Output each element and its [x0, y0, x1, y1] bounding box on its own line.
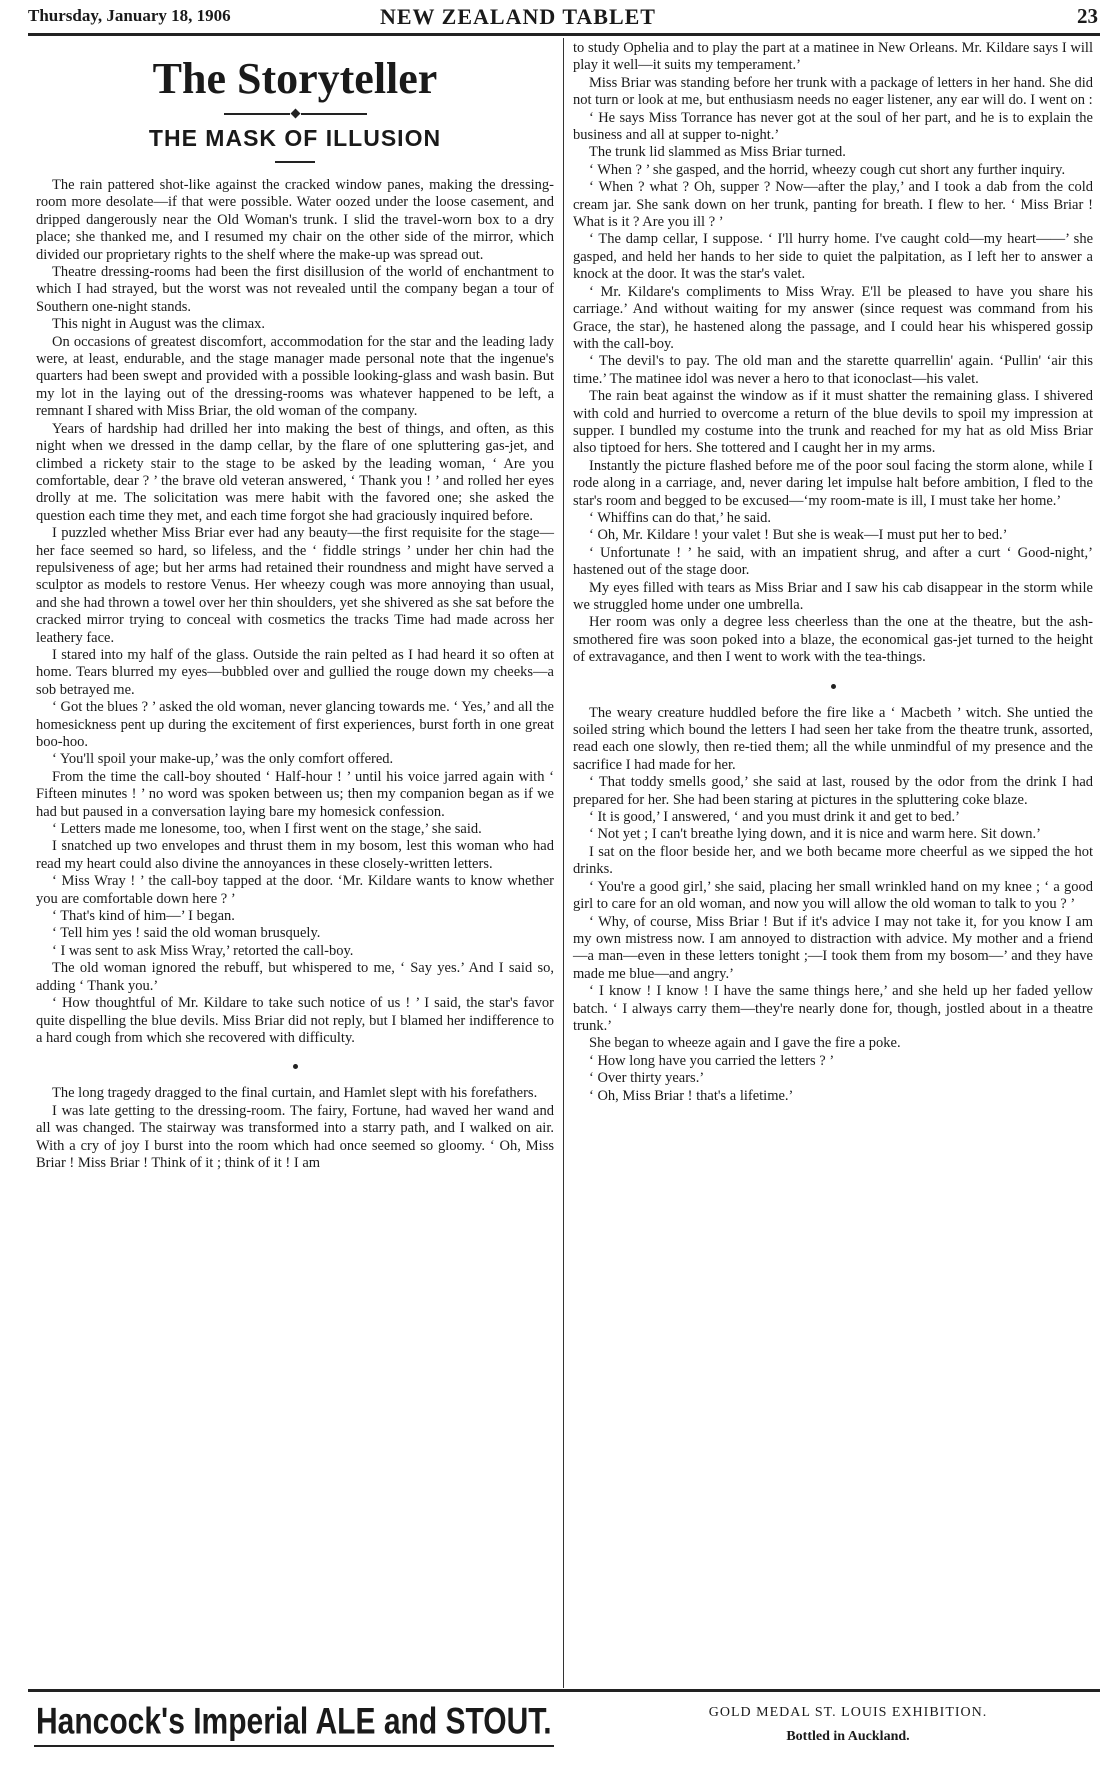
paragraph: ‘ When ? what ? Oh, supper ? Now—after the play,’ and I took a dab from the cold cream jar. She sank down on her trunk, panting for breath. I flew to her. ‘ Miss Briar ! What is it ? Are you ill ? ’: [573, 179, 1093, 231]
paragraph: ‘ Miss Wray ! ’ the call-boy tapped at the door. ‘Mr. Kildare wants to know whether you are comfortable down here ? ’: [36, 873, 554, 907]
paragraph: ‘ Why, of course, Miss Briar ! But if it's advice I may not take it, for you know I am my own mistress now. I am annoyed to distraction with advice. My mother and a friend—a man—even in these letters tonight ;—I took them from my bosom—’ and they have made me blue—and angry.’: [573, 913, 1093, 982]
paragraph: This night in August was the climax.: [52, 316, 266, 333]
paragraph: ‘ Unfortunate ! ’ he said, with an impatient shrug, and after a curt ‘ Good-night,’ hastened out of the stage door.: [573, 544, 1093, 579]
paragraph: ‘ Oh, Miss Briar ! that's a lifetime.’: [589, 1087, 794, 1104]
paragraph: ‘ Oh, Mr. Kildare ! your valet ! But she is weak—I must put her to bed.’: [589, 527, 1008, 544]
paragraph: ‘ How long have you carried the letters ? ’: [589, 1052, 835, 1069]
paragraph: ‘ That toddy smells good,’ she said at last, roused by the odor from the drink I had prepared for her. She had been staring at pictures in the spluttering coke blaze.: [573, 774, 1093, 808]
newspaper-page: [28, 6, 1100, 1758]
paragraph: My eyes filled with tears as Miss Briar and I saw his cab disappear in the storm while we struggled home under one umbrella.: [573, 579, 1093, 613]
exhibition-notice: [668, 1705, 1028, 1745]
section-title: The Storyteller: [152, 54, 438, 103]
paragraph: ‘ Not yet ; I can't breathe lying down, and it is nice and warm here. Sit down.’: [589, 826, 1041, 843]
paragraph: ‘ The devil's to pay. The old man and the starette quarrellin' again. ‘Pullin' ‘air this time.’ The matinee idol was never a hero to that iconoclast—his valet.: [573, 353, 1093, 387]
paragraph: ‘ You're a good girl,’ she said, placing her small wrinkled hand on my knee ; ‘ a good girl to care for an old woman, and now you will allow the old woman to talk to you ? ’: [573, 878, 1093, 913]
paragraph: ‘ Got the blues ? ’ asked the old woman, never glancing towards me. ‘ Yes,’ and all the homesickness pent up during the excitement of first experiences, burst forth in one great boo-hoo.: [36, 699, 554, 750]
title-ornament: [36, 110, 554, 117]
page-number: 23: [1077, 4, 1098, 28]
right-column: [573, 40, 1093, 1105]
paragraph: The old woman ignored the rebuff, but whispered to me, ‘ Say yes.’ And I said so, adding ‘ Thank you.’: [36, 960, 554, 994]
paragraph: ‘ He says Miss Torrance has never got at the soul of her part, and he is to explain the business and all at supper to-night.’: [573, 109, 1093, 144]
paragraph: From the time the call-boy shouted ‘ Half-hour ! ’ until his voice jarred again with ‘ Fifteen minutes ! ’ no word was spoken between us; then my companion began as if we had but paused in a conversation laying bare my homesick confession.: [36, 768, 554, 820]
paragraph: ‘ I was sent to ask Miss Wray,’ retorted the call-boy.: [52, 942, 354, 959]
paragraph: The weary creature huddled before the fire like a ‘ Macbeth ’ witch. She untied the soiled string which bound the letters I had seen her take from the theatre trunk, assorted, read each one slowly, then re-tied them; all the while unmindful of my presence and the sacrifice I had made for her.: [573, 704, 1093, 773]
header-rule: [28, 33, 1100, 36]
paragraph: ‘ Over thirty years.’: [589, 1070, 705, 1087]
paragraph: I stared into my half of the glass. Outside the rain pelted as I had heard it so often at home. Tears blurred my eyes—bubbled over and gullied the rouge down my cheeks—a sob betrayed me.: [36, 646, 554, 698]
paragraph: ‘ When ? ’ she gasped, and the horrid, wheezy cough cut short any further inquiry.: [589, 161, 1066, 178]
paragraph: ‘ How thoughtful of Mr. Kildare to take such notice of us ! ’ I said, the star's favor quite dispelling the blue devils. Miss Briar did not reply, but I blamed her indifference to a hard cough from which she recovered with difficulty.: [36, 995, 554, 1046]
paragraph: ‘ I know ! I know ! I have the same things here,’ and she held up her faded yellow batch. ‘ I always carry them—they're nearly done for, though, jostled about in a theatre trunk.’: [573, 983, 1093, 1034]
paragraph: ‘ You'll spoil your make-up,’ was the only comfort offered.: [52, 751, 394, 768]
paragraph: I snatched up two envelopes and thrust them in my bosom, lest this woman who had read my heart could also divine the annoyances in these closely-written letters.: [36, 838, 554, 872]
right-column-text-continued: [573, 705, 1093, 1105]
left-column-text-continued: [36, 1085, 554, 1172]
paragraph: I was late getting to the dressing-room. The fairy, Fortune, had waved her wand and all was changed. The stairway was transformed into a starry path, and I walked on air. With a cry of joy I burst into the room which had once seemed so gloomy. ‘ Oh, Miss Briar ! Miss Briar ! Think of it ; think of it ! I am: [36, 1102, 554, 1171]
paragraph: I sat on the floor beside her, and we both became more cheerful as we sipped the hot drinks.: [573, 843, 1093, 878]
paragraph: ‘ Mr. Kildare's compliments to Miss Wray. E'll be pleased to have you share his carriage.’ And without waiting for my answer (since request was command from his Grace, the star), he hastened along the passage, and I could hear his whispered gossip with the call-boy.: [573, 283, 1093, 352]
right-column-text: [573, 40, 1093, 667]
paragraph: The rain pattered shot-like against the cracked window panes, making the dressing-room more desolate—if that were possible. Water oozed under the loose casement, and dripped dangerously near the Old Woman's trunk. I slid the travel-worn box to a dry place; she thanked me, and I resumed my chair on the other side of the mirror, which divided our proprietary rights to the shelf where the make-up was spread out.: [36, 177, 554, 263]
paragraph: She began to wheeze again and I gave the fire a poke.: [589, 1035, 901, 1052]
footer-rule: [28, 1689, 1100, 1692]
ale-stout-advertisement: Hancock's Imperial ALE and STOUT.: [36, 1701, 552, 1743]
paragraph: ‘ Tell him yes ! said the old woman brusquely.: [52, 925, 321, 942]
paragraph: Miss Briar was standing before her trunk with a package of letters in her hand. She did not turn or look at me, but enthusiasm needs no eager listener, any ear will do. I went on :: [573, 74, 1093, 109]
left-column-text: [36, 177, 554, 1047]
paragraph: I puzzled whether Miss Briar ever had any beauty—the first requisite for the stage—her face seemed so hard, so lifeless, and the ‘ fiddle strings ’ under her chin had the repulsiveness of age; but her arms had retained their roundness and might have served a sculptor as models to restore Venus. Her wheezy cough was more annoying than usual, and she had thrown a towel over her thin shoulders, yet she shivered as she sat before the cracked mirror trying to conceal with cosmetics the tracks Time had made across her leathery face.: [36, 525, 554, 646]
gold-medal-line: GOLD MEDAL ST. LOUIS EXHIBITION.: [708, 1705, 988, 1720]
story-title: THE MASK OF ILLUSION: [148, 125, 442, 151]
paragraph: The rain beat against the window as if it must shatter the remaining glass. I shivered with cold and hurried to overcome a return of the blue devils to spoil my impression at supper. I bundled my costume into the trunk and reached for my hat as old Miss Briar also tiptoed for hers. She tottered and I caught her in my arms.: [573, 388, 1093, 457]
title-rule: [275, 161, 315, 163]
bottled-line: Bottled in Auckland.: [786, 1729, 910, 1744]
paragraph: Years of hardship had drilled her into making the best of things, and often, as this night when we dressed in the damp cellar, by the flare of one spluttering gas-jet, and climbed a rickety stair to the stage to be asked by the leading woman, ‘ Are you comfortable, dear ? ’ the brave old veteran answered, ‘ Thank you ! ’ and rolled her eyes drolly at me. The solicitation was mere habit with the favored one; she asked the question each time they met, and each time forgot she had graciously inquired before.: [36, 420, 554, 524]
left-column: [36, 54, 554, 1172]
page-header: [28, 6, 1100, 32]
section-break-right: [573, 675, 1093, 695]
section-break-left: [36, 1055, 554, 1075]
paragraph: to study Ophelia and to play the part at a matinee in New Orleans. Mr. Kildare says I will play it well—it suits my temperament.’: [573, 40, 1093, 74]
paragraph: The long tragedy dragged to the final curtain, and Hamlet slept with his forefathers.: [52, 1085, 538, 1102]
advertisement-footer: [28, 1693, 1100, 1757]
paragraph: The trunk lid slammed as Miss Briar turned.: [589, 144, 846, 161]
paragraph: ‘ The damp cellar, I suppose. ‘ I'll hurry home. I've caught cold—my heart——’ she gasped, and held her hands to her side to quiet the palpitation, as I left her to answer a knock at the door. It was the star's valet.: [573, 231, 1093, 283]
paragraph: Instantly the picture flashed before me of the poor soul facing the storm alone, while I rode along in a carriage, and, never daring let impulse halt before ambition, I fled to the star's room and begged to be excused—‘my room-mate is ill, I must take her home.’: [573, 457, 1093, 509]
paragraph: ‘ It is good,’ I answered, ‘ and you must drink it and get to bed.’: [589, 809, 961, 826]
ad-underline: [34, 1745, 554, 1747]
paragraph: ‘ Whiffins can do that,’ he said.: [589, 509, 772, 526]
paragraph: ‘ That's kind of him—’ I began.: [52, 908, 235, 925]
paragraph: Theatre dressing-rooms had been the first disillusion of the world of enchantment to which I had strayed, but the worst was not revealed until the company began a tour of Southern one-night stands.: [36, 264, 554, 315]
masthead: NEW ZEALAND TABLET: [380, 4, 656, 29]
paragraph: On occasions of greatest discomfort, accommodation for the star and the leading lady were, at least, endurable, and the stage manager made personal note that the ingenue's quarters had been swept and provided with a possible looking-glass and wash basin. But my lot in the laying out of the dressing-rooms was whatever happened to be left, a remnant I shared with Miss Briar, the old woman of the company.: [36, 333, 554, 420]
column-rule: [563, 38, 564, 1688]
issue-date: Thursday, January 18, 1906: [28, 6, 231, 25]
paragraph: Her room was only a degree less cheerless than the one at the theatre, but the ash-smothered fire was soon poked into a blaze, the economical gas-jet turned to the height of extravagance, and then I went to work with the tea-things.: [573, 614, 1093, 666]
paragraph: ‘ Letters made me lonesome, too, when I first went on the stage,’ she said.: [52, 821, 482, 838]
